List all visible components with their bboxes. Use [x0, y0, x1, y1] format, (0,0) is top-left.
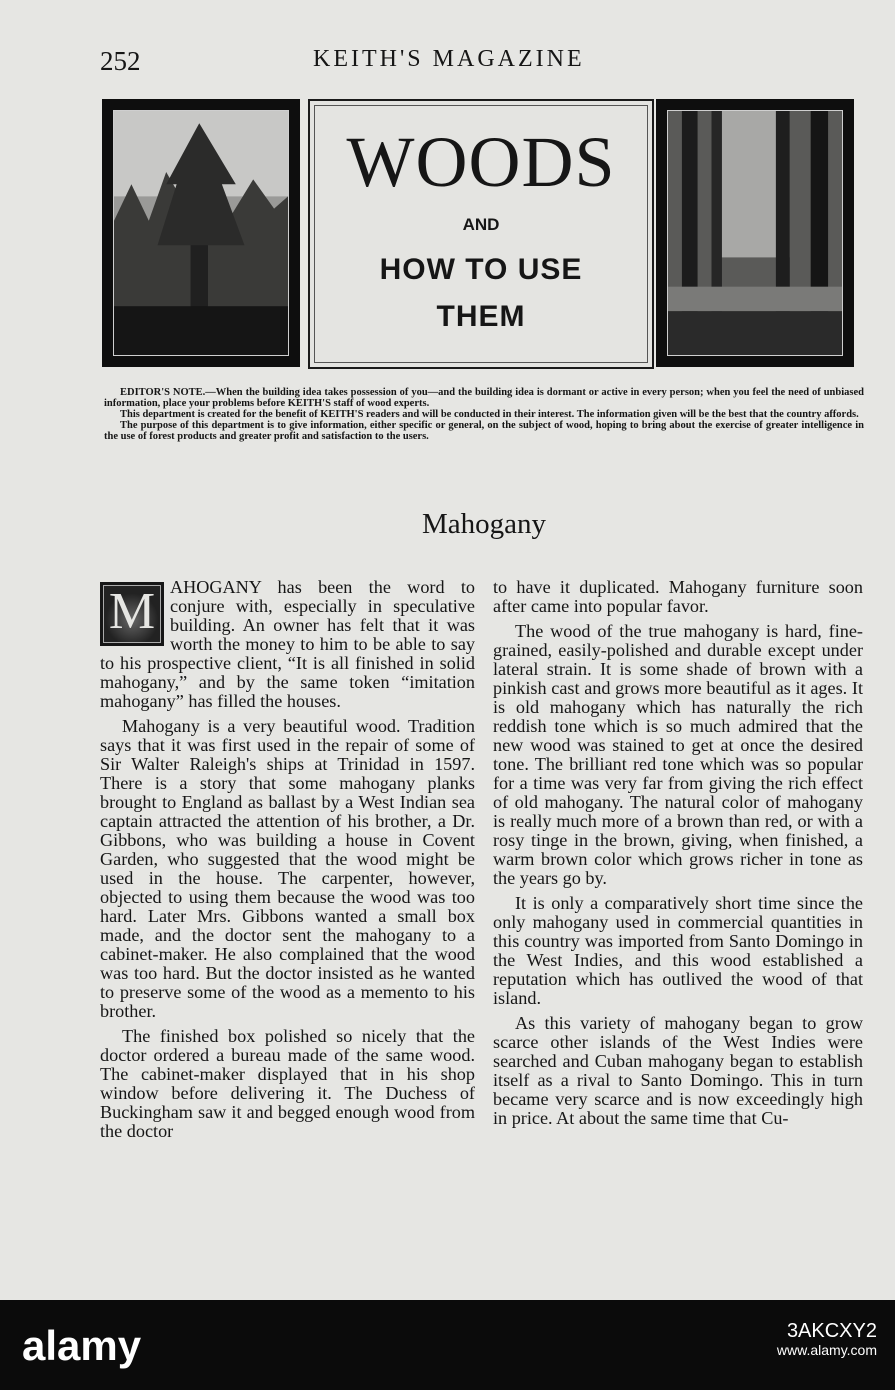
- editors-note-paragraph: The purpose of this department is to give information, either specific or general, on the subject of wood, hoping to bring about the exercise of greater intelligence in the use of forest products and greater profit and satisfaction to the users.: [104, 420, 864, 442]
- drop-cap-ornament: [100, 582, 164, 646]
- section-title-and: AND: [462, 215, 500, 234]
- editors-note-paragraph: This department is created for the benefit of KEITH'S readers and will be conducted in their interest. The information given will be the best that the country affords.: [120, 409, 859, 420]
- page-number: 252: [100, 46, 141, 76]
- article-heading: Mahogany: [421, 508, 547, 540]
- article-column-left: [100, 578, 475, 1147]
- image-id: 3AKCXY2: [786, 1320, 877, 1342]
- forest-illustration-right: [668, 111, 842, 355]
- section-title-how-to-use: HOW TO USE: [379, 253, 583, 286]
- section-title-woods: WOODS: [346, 122, 616, 202]
- site-url: www.alamy.com: [776, 1342, 877, 1358]
- article-paragraph-text: AHOGANY has been the word to conjure with, especially in speculative building. An owner has felt that it was worth the money to him to be able to say to his prospective client, “It is all finished in solid mahogany,” and by the same token “imitation mahogany” has filled the houses.: [100, 577, 475, 711]
- article-paragraph: Mahogany is a very beautiful wood. Tradition says that it was first used in the repair of some of Sir Walter Raleigh's ships at Trinidad in 1597. There is a story that some mahogany planks brought to England as ballast by a West Indian sea captain attracted the attention of his brother, a Dr. Gibbons, who was building a house in Covent Garden, who suggested that the wood might be used in the house. The carpenter, however, objected to using them because the wood was too hard. Later Mrs. Gibbons wanted a small box made, and the doctor sent the mahogany to a cabinet-maker. He also complained that the wood was too hard. But the doctor insisted as he wanted to preserve some of the wood as a memento to his brother.: [100, 716, 475, 1021]
- editors-note: [104, 387, 864, 442]
- editors-note-paragraph: EDITOR'S NOTE.—When the building idea takes possession of you—and the building idea is dormant or active in every person; when you feel the need of unbiased information, place your problems before KEITH'S staff of wood experts.: [104, 387, 864, 409]
- brand-logo: alamy: [22, 1322, 142, 1369]
- article-paragraph: It is only a comparatively short time since the only mahogany used in commercial quantities in this country was imported from Santo Domingo in the West Indies, and this wood established a reputation which has outlived the wood of that island.: [493, 893, 863, 1008]
- magazine-title: KEITH'S MAGAZINE: [313, 46, 585, 72]
- forest-photo-left: [102, 99, 300, 367]
- article-paragraph: [100, 578, 475, 711]
- article-column-right: [493, 578, 863, 1134]
- section-title-them: THEM: [436, 300, 526, 333]
- forest-photo-right: [656, 99, 854, 367]
- section-title-box: [308, 99, 654, 369]
- article-paragraph: As this variety of mahogany began to grow scarce other islands of the West Indies were searched and Cuban mahogany began to establish itself as a rival to Santo Domingo. This in turn became very scarce and is now exceedingly high in price. At about the same time that Cu-: [493, 1013, 863, 1128]
- article-paragraph: The finished box polished so nicely that the doctor ordered a bureau made of the same wood. The cabinet-maker displayed that in his shop window before delivering it. The Duchess of Buckingham saw it and begged enough wood from the doctor: [100, 1026, 475, 1141]
- article-paragraph: The wood of the true mahogany is hard, fine-grained, easily-polished and durable except under lateral strain. It is some shade of brown with a pinkish cast and grows more beautiful as it ages. It is old mahogany which has naturally the rich reddish tone which is so much admired that the new wood was stained to get at once the desired tone. The brilliant red tone which was so popular for a time was very far from giving the rich effect of old mahogany. The natural color of mahogany is really much more of a brown than red, or with a rosy tinge in the brown, giving, when finished, a warm brown color which grows richer in tone as the years go by.: [493, 621, 863, 888]
- forest-illustration-left: [114, 111, 288, 355]
- stock-footer-bar: [0, 1300, 895, 1390]
- article-paragraph: to have it duplicated. Mahogany furniture soon after came into popular favor.: [493, 577, 863, 616]
- drop-cap-letter: M: [108, 583, 156, 640]
